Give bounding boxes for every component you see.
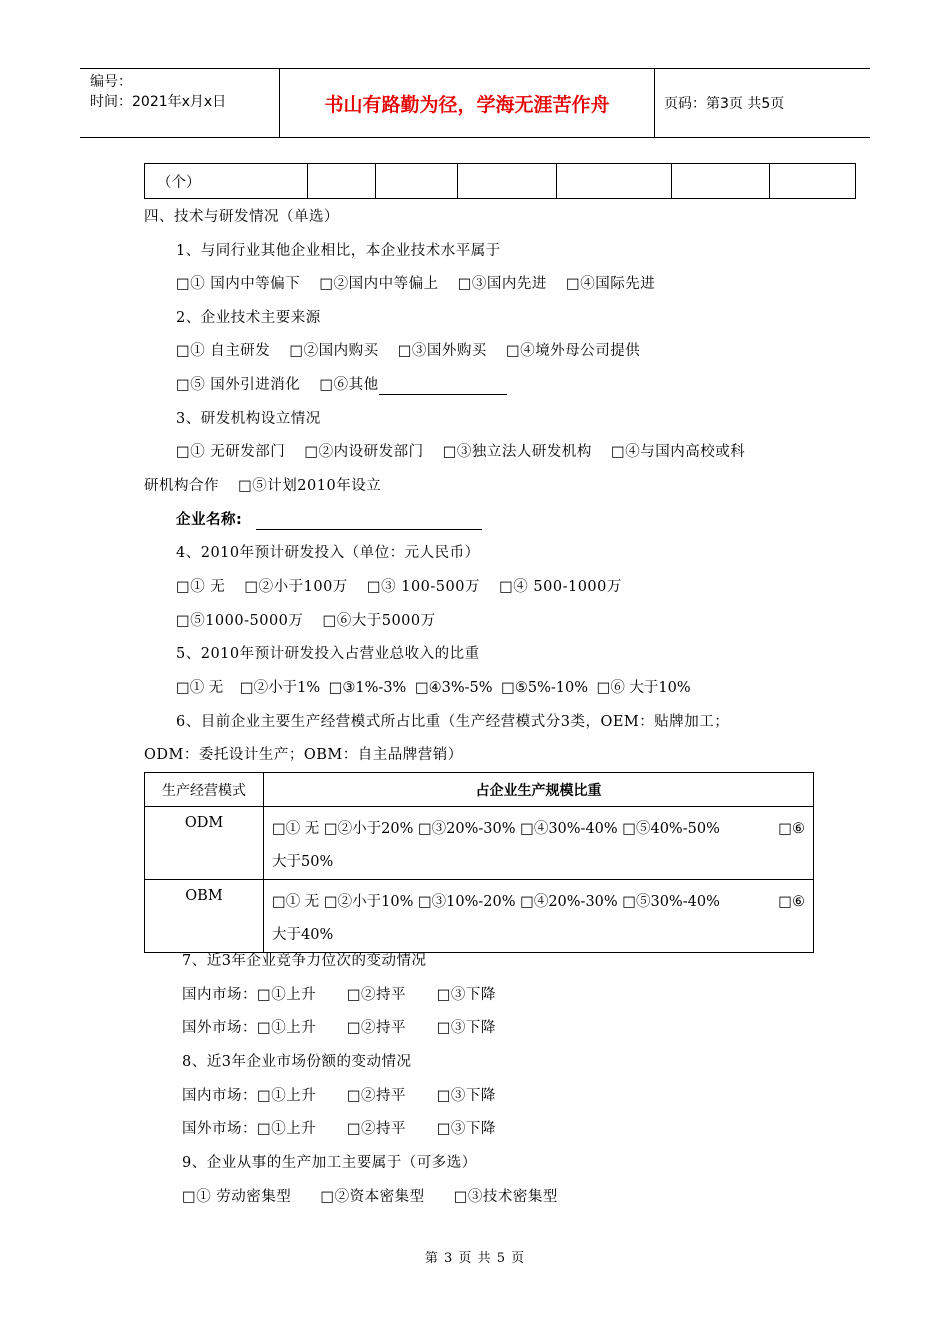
q5-option[interactable]: □④3%-5% (414, 680, 493, 696)
q3-option[interactable]: □②内设研发部门 (304, 444, 424, 460)
q1-options (176, 274, 669, 294)
q1-option[interactable]: □④国际先进 (566, 276, 656, 292)
q1-option[interactable]: □③国内先进 (457, 276, 547, 292)
mode-cell: ODM (145, 807, 264, 880)
q2-option[interactable]: □②国内购买 (289, 343, 379, 359)
mode-table-header: 生产经营模式 (145, 773, 264, 807)
q4-question: 4、2010年预计研发投入（单位：元人民币） (176, 545, 480, 561)
q2-options-row2 (176, 375, 507, 395)
q2-other-blank[interactable] (379, 378, 507, 395)
q3-option[interactable]: □③独立法人研发机构 (442, 444, 592, 460)
q4-option[interactable]: □⑤1000-5000万 (176, 613, 304, 629)
page-header (80, 68, 870, 138)
q1-question: 1、与同行业其他企业相比，本企业技术水平属于 (176, 243, 501, 259)
mode-table-header: 占企业生产规模比重 (264, 773, 814, 807)
section-title: 四、技术与研发情况（单选） (144, 209, 339, 225)
q2-option[interactable]: □④境外母公司提供 (506, 343, 641, 359)
company-name-row (176, 510, 482, 530)
motto: 书山有路勤为径，学海无涯苦作舟 (280, 69, 655, 137)
page-label: 页码：第3页 共5页 (664, 96, 785, 112)
q2-option[interactable]: □⑥其他 (319, 377, 379, 393)
q2-options (176, 341, 654, 361)
company-name-field[interactable] (256, 513, 482, 530)
q1-option[interactable]: □① 国内中等偏下 (176, 276, 301, 292)
q1-option[interactable]: □②国内中等偏上 (319, 276, 439, 292)
q8-question: 8、近3年企业市场份额的变动情况 (182, 1054, 412, 1070)
q8-domestic[interactable]: 国内市场：□①上升 □②持平 □③下降 (182, 1088, 496, 1104)
q5-option[interactable]: □②小于1% (239, 680, 321, 696)
obm-option-6-label: 大于40% (272, 927, 334, 943)
top-table-cell[interactable] (376, 164, 458, 199)
mode-options-cell (264, 880, 814, 953)
q5-option[interactable]: □⑤5%-10% (501, 680, 589, 696)
top-table-cell[interactable] (458, 164, 557, 199)
q3-option[interactable]: □⑤计划2010年设立 (238, 478, 382, 494)
q5-question: 5、2010年预计研发投入占营业总收入的比重 (176, 646, 480, 662)
top-table (144, 163, 856, 199)
q5-option[interactable]: □③1%-3% (328, 680, 407, 696)
q2-option[interactable]: □⑤ 国外引进消化 (176, 377, 301, 393)
number-label: 编号： (90, 74, 132, 90)
q7-question: 7、近3年企业竞争力位次的变动情况 (182, 953, 427, 969)
q7-foreign[interactable]: 国外市场：□①上升 □②持平 □③下降 (182, 1020, 496, 1036)
q2-question: 2、企业技术主要来源 (176, 310, 321, 326)
top-table-cell[interactable] (770, 164, 856, 199)
q5-option[interactable]: □① 无 (176, 680, 224, 696)
q8-foreign[interactable]: 国外市场：□①上升 □②持平 □③下降 (182, 1121, 496, 1137)
obm-option-6[interactable]: □⑥ (778, 894, 805, 910)
company-name-label: 企业名称: (176, 512, 243, 528)
q4-option[interactable]: □① 无 (176, 579, 226, 595)
top-table-first-cell: （个） (145, 164, 308, 199)
date-label: 时间：2021年x月x日 (90, 94, 227, 110)
mode-options-cell (264, 807, 814, 880)
q2-option[interactable]: □③国外购买 (397, 343, 487, 359)
q3-options (176, 442, 745, 462)
q4-option[interactable]: □④ 500-1000万 (499, 579, 622, 595)
q9-options (182, 1187, 558, 1207)
q2-option[interactable]: □① 自主研发 (176, 343, 271, 359)
q3-option-cont: 研机构合作 (144, 478, 219, 494)
q3-option[interactable]: □① 无研发部门 (176, 444, 286, 460)
q7-domestic[interactable]: 国内市场：□①上升 □②持平 □③下降 (182, 987, 496, 1003)
q6-question: 6、目前企业主要生产经营模式所占比重（生产经营模式分3类，OEM：贴牌加工； (176, 714, 730, 730)
q4-options-row2 (176, 611, 450, 631)
mode-cell: OBM (145, 880, 264, 953)
q9-option[interactable]: □① 劳动密集型 (182, 1189, 292, 1205)
q9-option[interactable]: □③技术密集型 (453, 1189, 558, 1205)
q4-option[interactable]: □③ 100-500万 (366, 579, 480, 595)
q3-question: 3、研发机构设立情况 (176, 411, 321, 427)
odm-options[interactable]: □① 无 □②小于20% □③20%-30% □④30%-40% □⑤40%-50% (272, 821, 720, 837)
q6-question-cont: ODM：委托设计生产；OBM：自主品牌营销） (144, 747, 463, 763)
top-table-cell[interactable] (308, 164, 376, 199)
q4-option[interactable]: □⑥大于5000万 (322, 613, 436, 629)
q9-option[interactable]: □②资本密集型 (320, 1189, 425, 1205)
q5-options (176, 678, 691, 698)
top-table-cell[interactable] (672, 164, 770, 199)
odm-option-6[interactable]: □⑥ (778, 821, 805, 837)
q9-question: 9、企业从事的生产加工主要属于（可多选） (182, 1155, 477, 1171)
q4-option[interactable]: □②小于100万 (244, 579, 348, 595)
top-table-cell[interactable] (557, 164, 672, 199)
page-footer: 第 3 页 共 5 页 (424, 1251, 526, 1266)
obm-options[interactable]: □① 无 □②小于10% □③10%-20% □④20%-30% □⑤30%-40% (272, 894, 720, 910)
q5-option[interactable]: □⑥ 大于10% (596, 680, 691, 696)
q4-options (176, 577, 636, 597)
odm-option-6-label: 大于50% (272, 854, 334, 870)
q3-options-row2 (144, 476, 381, 496)
header-meta (80, 69, 280, 137)
mode-table (144, 772, 814, 953)
q3-option[interactable]: □④与国内高校或科 (611, 444, 746, 460)
